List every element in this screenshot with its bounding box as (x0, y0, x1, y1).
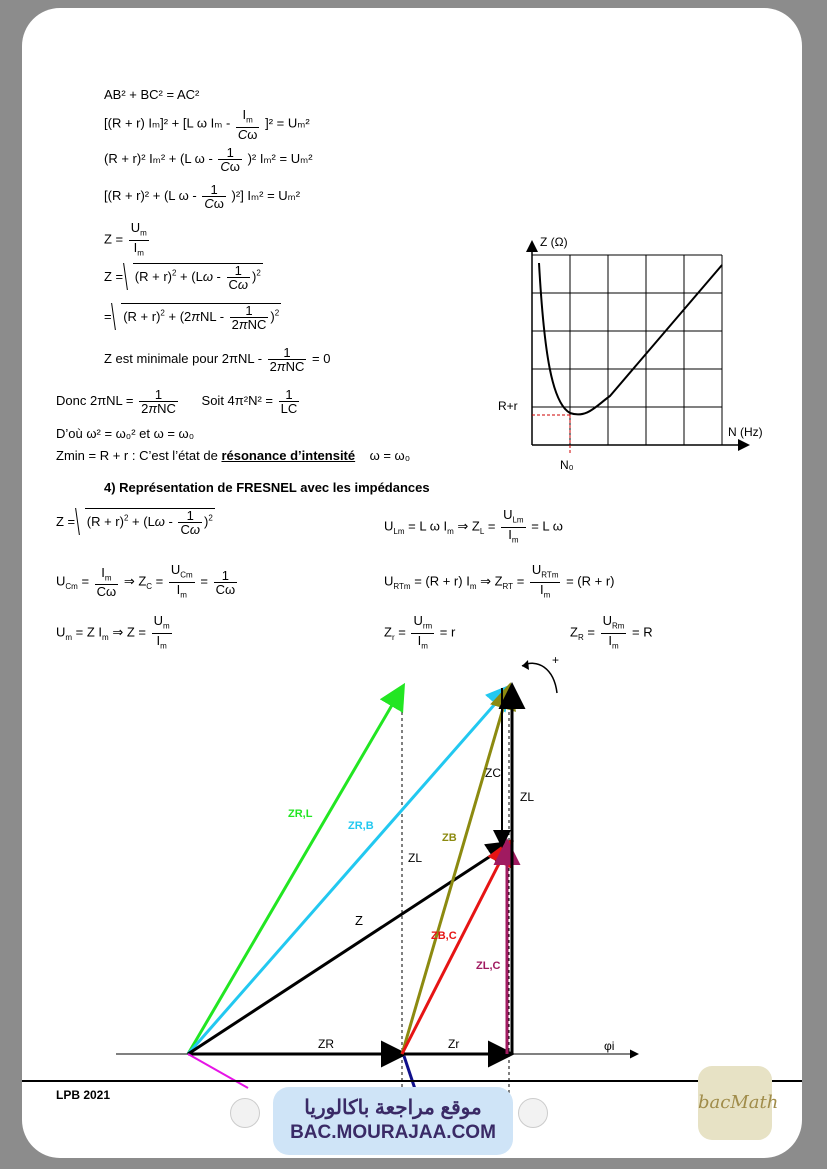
equation-line-8-end: = 0 (312, 350, 331, 366)
equation-line-5 (104, 221, 151, 259)
label-zb: ZB (442, 832, 457, 844)
graph-n0-label: N₀ (560, 458, 574, 472)
fresnel-diagram (22, 648, 802, 1108)
graph-x-label: N (Hz) (728, 425, 763, 439)
fraction-1-over-2pinc-2: $\frac{1}{\text{2πNC}}$ (141, 387, 176, 416)
label-zr-small: Zr (448, 1037, 460, 1051)
impedance-curve (539, 263, 722, 414)
label-zc: ZC (485, 766, 501, 780)
label-zl-right: ZL (520, 790, 535, 804)
formula-zm: $U_m = Z$ $I_m$ ⇒ Z = $\frac{U_m}{I_m}$ (56, 613, 170, 651)
resonance-term: résonance d’intensité (221, 448, 356, 463)
fraction-im-over-cw: $\frac{I_m}{C\omega}$ (237, 107, 258, 142)
document-page (22, 8, 802, 1158)
vector-zrl (188, 688, 402, 1054)
equation-line-1: AB² + BC² = AC² (104, 87, 200, 102)
bacmath-logo: bacMath (698, 1066, 772, 1140)
label-zbc: ZB,C (431, 930, 457, 942)
equation-line-2-text: [(R + r) Iₘ]² + [L ω Iₘ - (104, 115, 231, 131)
formula-zc: $U_{Cm}$ = $\frac{I_m}{C\omega}$ ⇒ $Z_C$ = $\frac{U_{Cm}}{I_m}$ = $\frac{1}{C\omega}$ (56, 562, 236, 600)
sqrt-impedance: $(R + r)^2 + (L\omega$ - $\frac{1}{C\omega}$ )$^2$ (134, 263, 261, 292)
fraction-1-over-cw: $\frac{1}{C\omega}$ (220, 145, 240, 174)
label-zlc: ZL,C (476, 960, 501, 972)
formula-zr-small: $Z_r$ = $\frac{U_{rm}}{I_m}$ = r (384, 613, 456, 651)
equation-line-3 (104, 146, 313, 173)
equation-line-3-text: (R + r)² Iₘ² + (L ω - (104, 150, 213, 166)
vector-zb (402, 688, 509, 1054)
equation-line-10: D’où ω² = ω₀² et ω = ω₀ (56, 426, 195, 441)
equation-line-4-end: )²] Iₘ² = Uₘ² (231, 187, 301, 203)
equation-line-11-text: Zmin = R + r : C’est l’état de (56, 448, 218, 463)
equation-line-11 (56, 448, 410, 464)
site-banner[interactable] (273, 1087, 513, 1155)
book-badge-left-icon (230, 1098, 260, 1128)
fraction-um-over-im: $\frac{U_m}{I_m}$ (130, 220, 147, 258)
formula-z: $Z = (R + r)^2 + (L\omega$ - $\frac{1}{C\omega}$ )$^2$ (56, 508, 213, 537)
banner-url[interactable]: BAC.MOURAJAA.COM (290, 1122, 496, 1143)
equation-line-7 (104, 303, 281, 331)
label-zrl: ZR,L (288, 808, 313, 820)
impedance-graph (492, 233, 752, 483)
equation-line-9 (56, 388, 301, 415)
label-zrb: ZR,B (348, 820, 374, 832)
equation-line-4 (104, 183, 300, 210)
label-z: Z (355, 913, 363, 928)
equation-line-5-text: Z = (104, 231, 124, 247)
equation-line-4-text: [(R + r)² + (L ω - (104, 187, 197, 203)
equation-line-2-end: ]² = Uₘ² (265, 115, 310, 131)
equation-line-3-end: )² Iₘ² = Uₘ² (247, 150, 313, 166)
equation-line-8-text: Z est minimale pour 2πNL - (104, 350, 263, 366)
equation-line-6-text: Z = (104, 268, 124, 284)
graph-rmin-label: R+r (498, 399, 518, 413)
vector-z (188, 844, 509, 1054)
graph-grid (532, 255, 722, 445)
footer-lpb: LPB 2021 (56, 1088, 111, 1102)
vector-zrb (188, 688, 509, 1054)
label-phi: φi (604, 1039, 615, 1053)
banner-arabic-text: موقع مراجعة باكالوريا (304, 1097, 482, 1119)
section-title: 4) Représentation de FRESNEL avec les impédances (104, 480, 430, 495)
graph-y-label: Z (Ω) (540, 235, 568, 249)
fraction-1-over-2pinc: $\frac{1}{\text{2πNC}}$ (269, 345, 305, 374)
equation-line-8 (104, 346, 330, 373)
rotation-arrowhead (522, 660, 529, 670)
label-zl-mid: ZL (408, 851, 423, 865)
formula-zl: $U_{Lm} = L$ ω $I_m$ ⇒ $Z_L$ = $\frac{U_{Lm}}{I_m}$ = L ω (384, 507, 563, 545)
equation-line-11-end: ω = ω₀ (369, 448, 411, 463)
fraction-1-over-lc: $\frac{1}{LC}$ (280, 387, 298, 416)
book-badge-right-icon (518, 1098, 548, 1128)
formula-zrt: $U_{RTm} = (R + r)$ $I_m$ ⇒ $Z_{RT}$ = $\frac{U_{RTm}}{I_m}$ = (R + r) (384, 562, 615, 600)
equation-line-2 (104, 108, 310, 141)
equation-line-9-text: Donc 2πNL = (56, 392, 134, 408)
label-plus: + (552, 653, 560, 667)
equation-line-9-soit: Soit 4π²N² = (201, 392, 273, 408)
label-zr: ZR (318, 1037, 334, 1051)
fraction-1-over-cw-2: $\frac{1}{C\omega}$ (204, 182, 224, 211)
equation-line-7-text: = (104, 308, 112, 324)
equation-line-6 (104, 263, 263, 291)
sqrt-impedance-n: $(R + r)^2 + (2\pi NL$ - $\frac{1}{\text{2πNC}}$ )$^2$ (123, 303, 280, 332)
magenta-line (188, 1054, 248, 1088)
formula-zr: $Z_R$ = $\frac{U_{Rm}}{I_m}$ = R (570, 613, 653, 651)
